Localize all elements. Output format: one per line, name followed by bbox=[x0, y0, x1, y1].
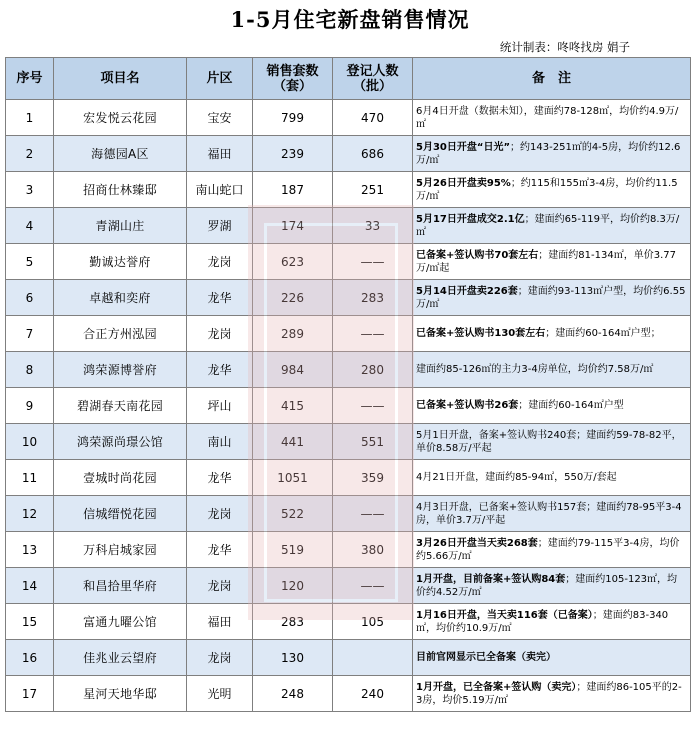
cell-remarks bbox=[413, 100, 691, 136]
cell-registered: —— bbox=[333, 316, 413, 352]
remarks-highlight: 1月开盘，目前备案+签认购84套 bbox=[416, 573, 566, 585]
cell-project: 和昌拾里华府 bbox=[54, 568, 187, 604]
cell-index: 16 bbox=[6, 640, 54, 676]
remarks-text: ；建面约86-105平的2-3房，均价5.19万/㎡ bbox=[416, 681, 682, 706]
cell-project: 壹城时尚花园 bbox=[54, 460, 187, 496]
cell-remarks bbox=[413, 640, 691, 676]
cell-sales: 289 bbox=[253, 316, 333, 352]
remarks-highlight: 5月17日开盘成交2.1亿 bbox=[416, 213, 525, 225]
cell-sales: 519 bbox=[253, 532, 333, 568]
cell-sales: 799 bbox=[253, 100, 333, 136]
cell-remarks bbox=[413, 568, 691, 604]
cell-sales: 415 bbox=[253, 388, 333, 424]
cell-remarks bbox=[413, 244, 691, 280]
cell-sales: 623 bbox=[253, 244, 333, 280]
cell-index: 14 bbox=[6, 568, 54, 604]
cell-registered: 251 bbox=[333, 172, 413, 208]
page-title: 1-5月住宅新盘销售情况 bbox=[230, 7, 470, 32]
cell-index: 8 bbox=[6, 352, 54, 388]
cell-index: 17 bbox=[6, 676, 54, 712]
cell-index: 1 bbox=[6, 100, 54, 136]
cell-index: 15 bbox=[6, 604, 54, 640]
table-row bbox=[6, 640, 691, 676]
table-row bbox=[6, 532, 691, 568]
remarks-text: ；建面约81-134㎡，单价3.77万/㎡起 bbox=[416, 249, 676, 274]
cell-project: 星河天地华邸 bbox=[54, 676, 187, 712]
cell-remarks bbox=[413, 532, 691, 568]
table-credit: 统计制表：咚咚找房 娟子 bbox=[499, 40, 630, 54]
cell-district: 龙岗 bbox=[187, 640, 253, 676]
cell-remarks bbox=[413, 388, 691, 424]
cell-sales: 522 bbox=[253, 496, 333, 532]
cell-district: 宝安 bbox=[187, 100, 253, 136]
header-index: 序号 bbox=[6, 58, 54, 100]
cell-district: 光明 bbox=[187, 676, 253, 712]
cell-district: 龙岗 bbox=[187, 496, 253, 532]
remarks-text: ；建面约93-113㎡户型，均价约6.55万/㎡ bbox=[416, 285, 686, 310]
cell-remarks bbox=[413, 280, 691, 316]
remarks-text: 4月21日开盘，建面约85-94㎡，550万/套起 bbox=[416, 472, 617, 483]
header-registered-line1: 登记人数 bbox=[346, 63, 399, 79]
table-header-row bbox=[6, 58, 691, 100]
cell-index: 7 bbox=[6, 316, 54, 352]
sales-table bbox=[5, 57, 691, 712]
cell-district: 福田 bbox=[187, 136, 253, 172]
cell-remarks bbox=[413, 136, 691, 172]
cell-registered: 283 bbox=[333, 280, 413, 316]
cell-registered: 686 bbox=[333, 136, 413, 172]
cell-remarks bbox=[413, 676, 691, 712]
cell-district: 龙岗 bbox=[187, 316, 253, 352]
cell-project: 信城缙悦花园 bbox=[54, 496, 187, 532]
cell-registered: 359 bbox=[333, 460, 413, 496]
cell-district: 龙岗 bbox=[187, 568, 253, 604]
cell-district: 龙华 bbox=[187, 532, 253, 568]
cell-remarks bbox=[413, 208, 691, 244]
cell-remarks bbox=[413, 316, 691, 352]
table-row bbox=[6, 352, 691, 388]
cell-sales: 1051 bbox=[253, 460, 333, 496]
cell-remarks bbox=[413, 352, 691, 388]
cell-sales: 226 bbox=[253, 280, 333, 316]
table-row bbox=[6, 460, 691, 496]
remarks-text: ；建面约79-115平3-4房，均价约5.66万/㎡ bbox=[416, 537, 680, 562]
cell-sales: 283 bbox=[253, 604, 333, 640]
cell-sales: 248 bbox=[253, 676, 333, 712]
cell-registered: 380 bbox=[333, 532, 413, 568]
cell-index: 9 bbox=[6, 388, 54, 424]
cell-index: 13 bbox=[6, 532, 54, 568]
cell-remarks bbox=[413, 424, 691, 460]
remarks-text: 建面约85-126㎡的主力3-4房单位，均价约7.58万/㎡ bbox=[416, 364, 654, 375]
header-sales-line1: 销售套数 bbox=[266, 63, 319, 79]
remarks-highlight: 1月开盘，已全备案+签认购（卖完） bbox=[416, 681, 577, 693]
cell-project: 富通九曜公馆 bbox=[54, 604, 187, 640]
table-row bbox=[6, 244, 691, 280]
cell-project: 佳兆业云望府 bbox=[54, 640, 187, 676]
remarks-highlight: 5月30日开盘“日光” bbox=[416, 141, 511, 153]
cell-registered: —— bbox=[333, 496, 413, 532]
table-row bbox=[6, 568, 691, 604]
cell-project: 合正方州泓园 bbox=[54, 316, 187, 352]
remarks-text: 6月4日开盘（数据未知），建面约78-128㎡，均价约4.9万/㎡ bbox=[416, 105, 679, 130]
header-sales-line2: （套） bbox=[272, 78, 312, 94]
cell-sales: 174 bbox=[253, 208, 333, 244]
remarks-text: ；建面约60-164㎡户型 bbox=[518, 400, 624, 411]
cell-district: 罗湖 bbox=[187, 208, 253, 244]
cell-registered: 240 bbox=[333, 676, 413, 712]
table-row bbox=[6, 496, 691, 532]
remarks-text: ；建面约65-119平，均价约8.3万/㎡ bbox=[416, 213, 680, 238]
remarks-text: 5月1日开盘，备案+签认购书240套；建面约59-78-82平，单价8.58万/平起 bbox=[416, 429, 682, 454]
remarks-text: ；约115和155㎡3-4房，均价约11.5万/㎡ bbox=[416, 177, 678, 202]
cell-sales: 120 bbox=[253, 568, 333, 604]
cell-sales: 187 bbox=[253, 172, 333, 208]
cell-project: 宏发悦云花园 bbox=[54, 100, 187, 136]
cell-index: 6 bbox=[6, 280, 54, 316]
cell-project: 鸿荣源尚璟公馆 bbox=[54, 424, 187, 460]
remarks-highlight: 目前官网显示已全备案（卖完） bbox=[416, 652, 556, 663]
cell-district: 南山 bbox=[187, 424, 253, 460]
header-remarks: 备 注 bbox=[413, 58, 691, 100]
header-sales bbox=[253, 58, 333, 100]
remarks-highlight: 已备案+签认购书130套左右 bbox=[416, 328, 546, 339]
cell-index: 4 bbox=[6, 208, 54, 244]
cell-registered: 551 bbox=[333, 424, 413, 460]
cell-project: 鸿荣源博誉府 bbox=[54, 352, 187, 388]
cell-index: 5 bbox=[6, 244, 54, 280]
cell-index: 2 bbox=[6, 136, 54, 172]
table-row bbox=[6, 388, 691, 424]
remarks-text: ；建面约83-340㎡，均价约10.9万/㎡ bbox=[416, 609, 669, 634]
cell-district: 龙华 bbox=[187, 460, 253, 496]
cell-sales: 984 bbox=[253, 352, 333, 388]
cell-remarks bbox=[413, 172, 691, 208]
cell-project: 碧湖春天南花园 bbox=[54, 388, 187, 424]
table-row bbox=[6, 604, 691, 640]
remarks-highlight: 5月14日开盘卖226套 bbox=[416, 285, 518, 297]
cell-registered: 33 bbox=[333, 208, 413, 244]
cell-sales: 239 bbox=[253, 136, 333, 172]
remarks-text: ；建面约105-123㎡，均价约4.52万/㎡ bbox=[416, 573, 678, 598]
remarks-highlight: 1月16日开盘，当天卖116套（已备案） bbox=[416, 609, 593, 621]
cell-registered bbox=[333, 640, 413, 676]
table-row bbox=[6, 208, 691, 244]
header-project: 项目名 bbox=[54, 58, 187, 100]
cell-project: 招商仕林臻邸 bbox=[54, 172, 187, 208]
cell-remarks bbox=[413, 604, 691, 640]
remarks-text: ；建面约60-164㎡户型； bbox=[545, 328, 661, 339]
header-district: 片区 bbox=[187, 58, 253, 100]
remarks-highlight: 3月26日开盘当天卖268套 bbox=[416, 537, 538, 549]
cell-registered: 105 bbox=[333, 604, 413, 640]
table-row bbox=[6, 676, 691, 712]
table-row bbox=[6, 424, 691, 460]
cell-project: 勤诚达誉府 bbox=[54, 244, 187, 280]
cell-registered: 470 bbox=[333, 100, 413, 136]
cell-district: 坪山 bbox=[187, 388, 253, 424]
cell-remarks bbox=[413, 460, 691, 496]
remarks-highlight: 已备案+签认购书26套 bbox=[416, 400, 519, 411]
cell-remarks bbox=[413, 496, 691, 532]
table-body bbox=[6, 100, 691, 712]
cell-index: 3 bbox=[6, 172, 54, 208]
cell-sales: 130 bbox=[253, 640, 333, 676]
cell-index: 12 bbox=[6, 496, 54, 532]
cell-district: 龙华 bbox=[187, 352, 253, 388]
table-row bbox=[6, 316, 691, 352]
cell-district: 龙岗 bbox=[187, 244, 253, 280]
cell-registered: 280 bbox=[333, 352, 413, 388]
cell-registered: —— bbox=[333, 568, 413, 604]
cell-registered: —— bbox=[333, 244, 413, 280]
cell-index: 10 bbox=[6, 424, 54, 460]
remarks-highlight: 已备案+签认购书70套左右 bbox=[416, 249, 539, 261]
cell-project: 卓越和奕府 bbox=[54, 280, 187, 316]
table-row bbox=[6, 136, 691, 172]
cell-district: 龙华 bbox=[187, 280, 253, 316]
remarks-text: 4月3日开盘，已备案+签认购书157套；建面约78-95平3-4房，单价3.7万/平起 bbox=[416, 501, 682, 526]
header-registered-line2: （批） bbox=[352, 78, 392, 94]
remarks-highlight: 5月26日开盘卖95% bbox=[416, 177, 511, 189]
cell-district: 福田 bbox=[187, 604, 253, 640]
cell-registered: —— bbox=[333, 388, 413, 424]
header-registered bbox=[333, 58, 413, 100]
cell-project: 万科启城家园 bbox=[54, 532, 187, 568]
remarks-text: ；约143-251㎡的4-5房，均价约12.6万/㎡ bbox=[416, 141, 681, 166]
cell-index: 11 bbox=[6, 460, 54, 496]
cell-district: 南山蛇口 bbox=[187, 172, 253, 208]
table-row bbox=[6, 280, 691, 316]
table-row bbox=[6, 100, 691, 136]
table-row bbox=[6, 172, 691, 208]
cell-sales: 441 bbox=[253, 424, 333, 460]
cell-project: 青湖山庄 bbox=[54, 208, 187, 244]
cell-project: 海德园A区 bbox=[54, 136, 187, 172]
